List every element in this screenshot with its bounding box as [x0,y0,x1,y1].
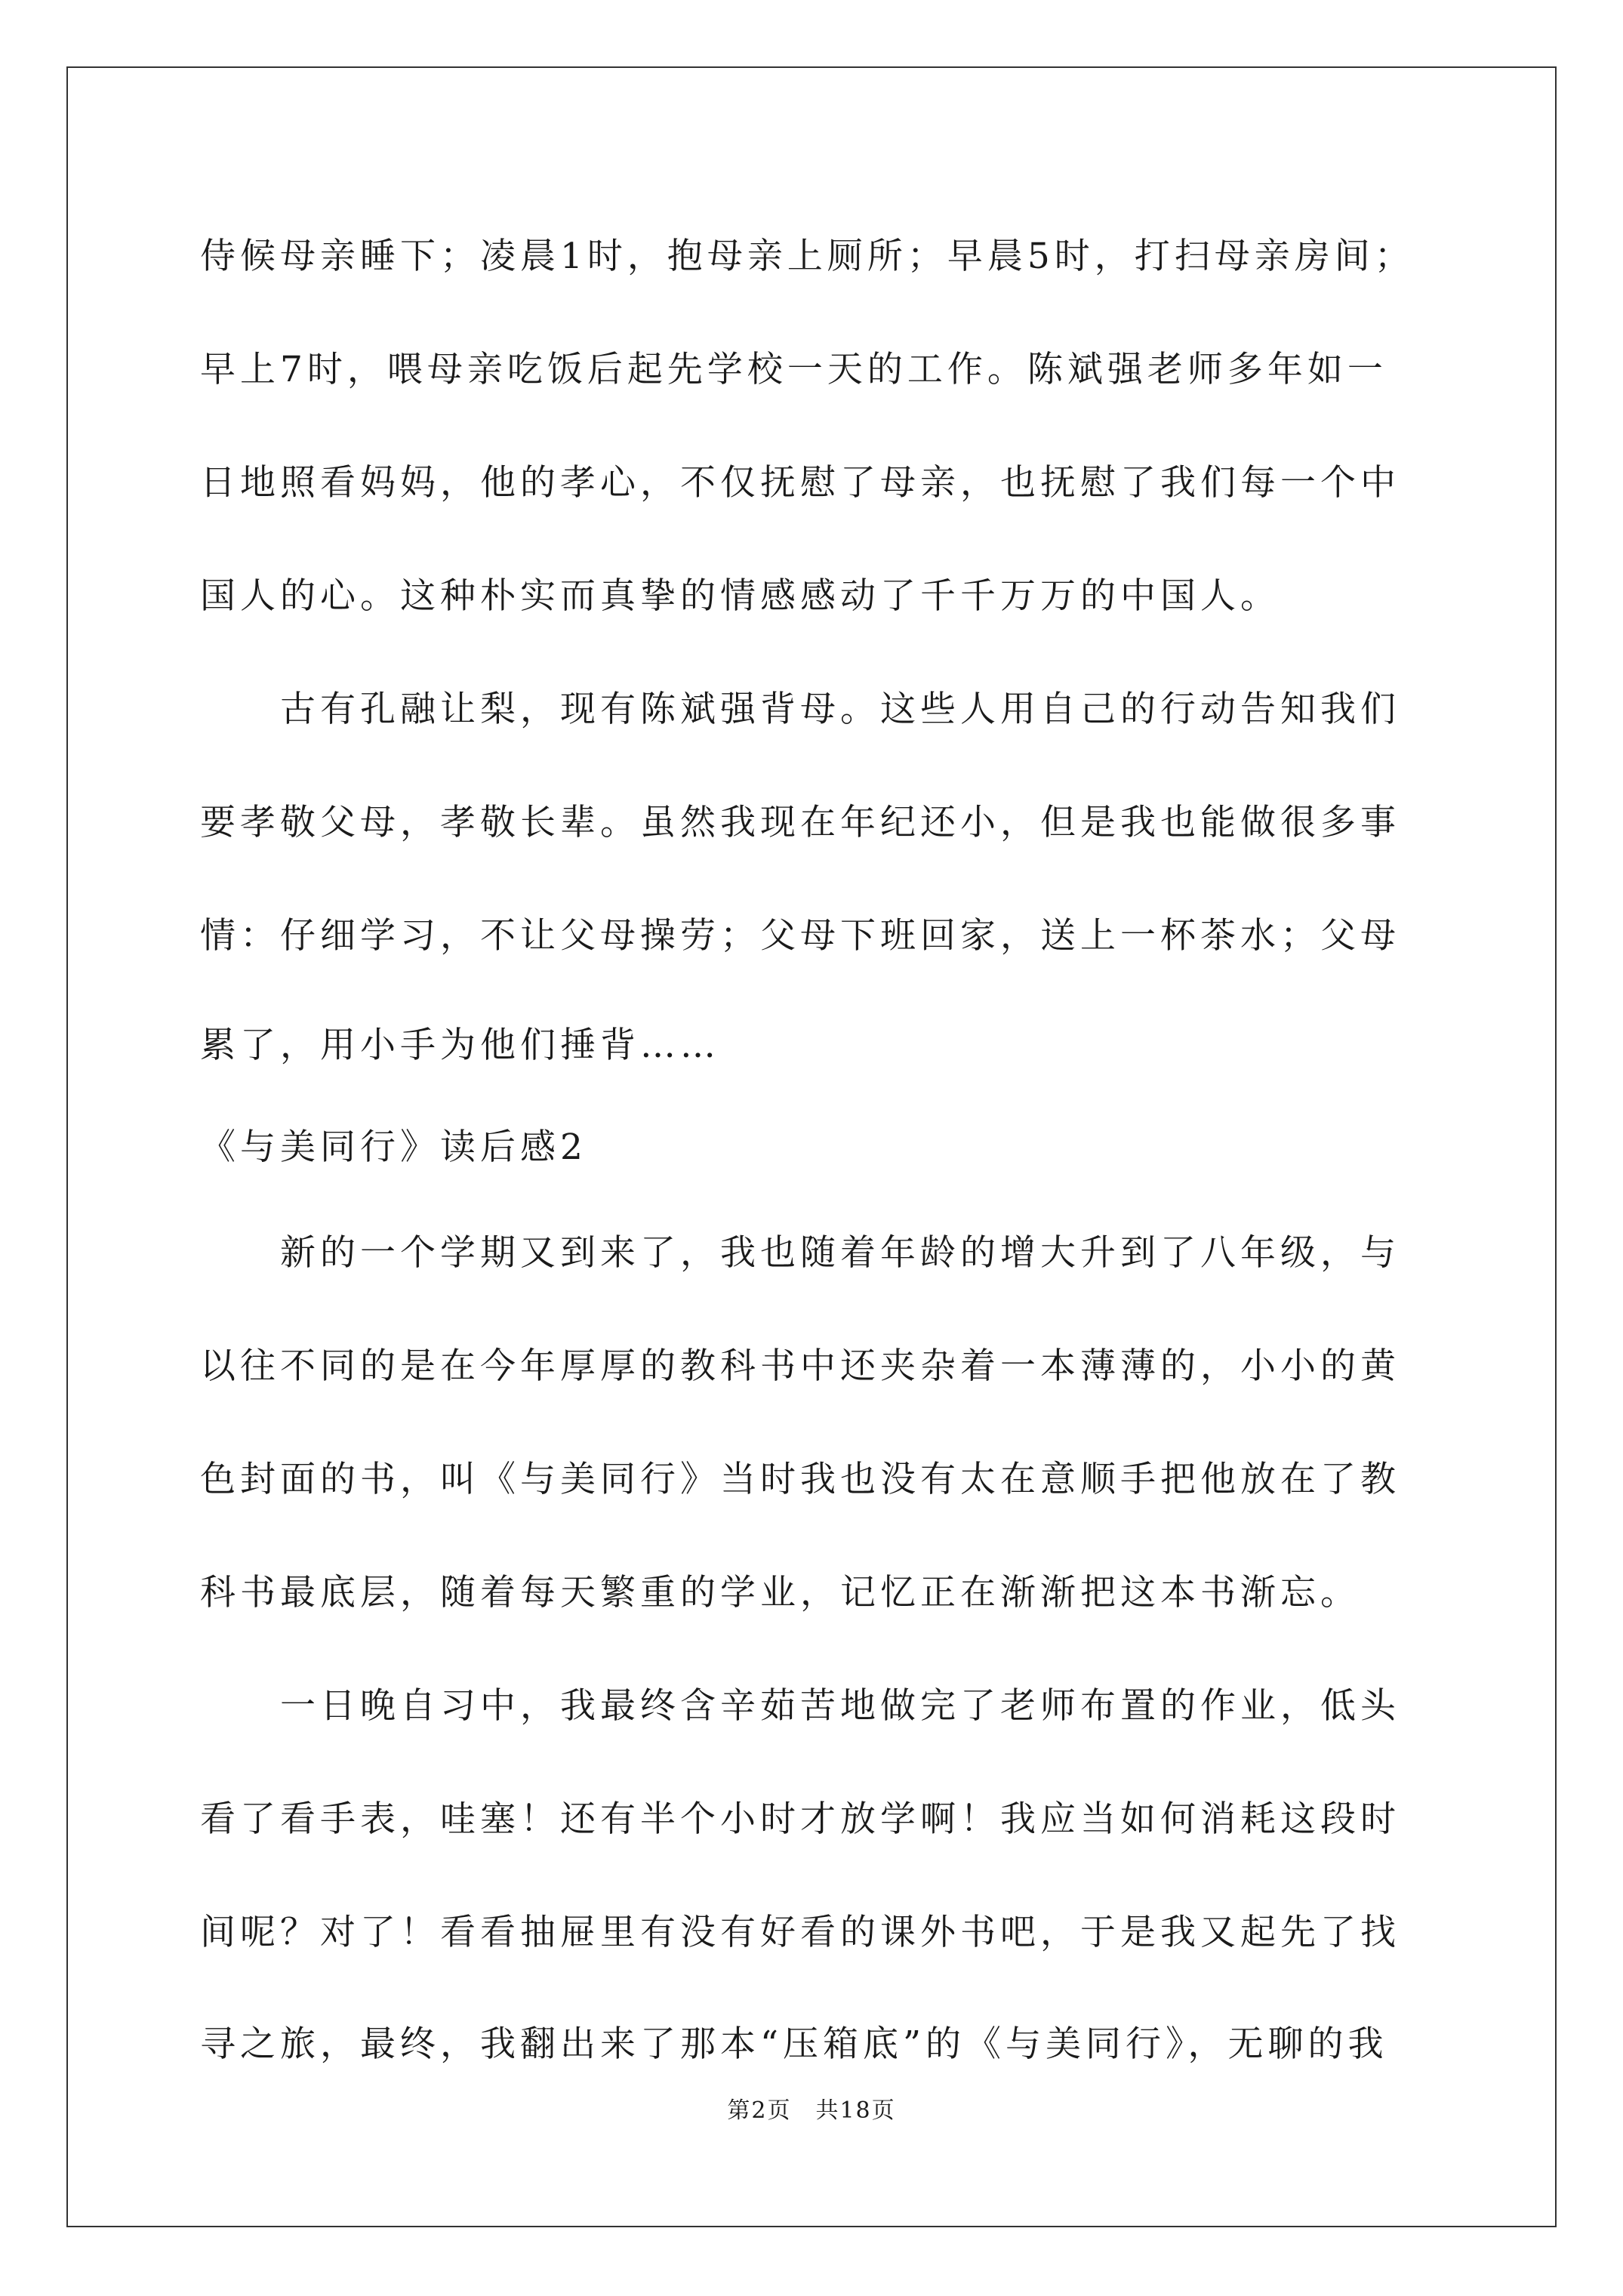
text-line: 间呢？对了！看看抽屉里有没有好看的课外书吧，于是我又起先了找 [200,1912,1400,1953]
text-line: 情：仔细学习，不让父母操劳；父母下班回家，送上一杯茶水；父母 [200,915,1400,957]
text-line: 寻之旅，最终，我翻出来了那本“压箱底”的《与美同行》，无聊的我 [200,2023,1388,2065]
text-line: 色封面的书，叫《与美同行》当时我也没有太在意顺手把他放在了教 [200,1459,1400,1500]
text-line: 早上7时，喂母亲吃饭后起先学校一天的工作。陈斌强老师多年如一 [200,349,1387,390]
text-line: 累了，用小手为他们捶背…… [200,1025,720,1066]
text-line: 科书最底层，随着每天繁重的学业，记忆正在渐渐把这本书渐忘。 [200,1572,1360,1613]
text-line: 新的一个学期又到来了，我也随着年龄的增大升到了八年级，与 [200,1232,1400,1274]
text-line: 侍候母亲睡下；凌晨1时，抱母亲上厕所；早晨5时，打扫母亲房间； [200,236,1415,277]
text-line: 一日晚自习中，我最终含辛茹苦地做完了老师布置的作业，低头 [200,1685,1400,1727]
text-line: 看了看手表，哇塞！还有半个小时才放学啊！我应当如何消耗这段时 [200,1798,1400,1840]
text-line: 国人的心。这种朴实而真挚的情感感动了千千万万的中国人。 [200,575,1280,617]
page-number-footer: 第2页 共18页 [727,2097,896,2124]
section-heading: 《与美同行》读后感2 [200,1126,587,1168]
text-line: 古有孔融让梨，现有陈斌强背母。这些人用自己的行动告知我们 [200,689,1400,730]
text-line: 要孝敬父母，孝敬长辈。虽然我现在年纪还小，但是我也能做很多事 [200,802,1400,843]
text-line: 日地照看妈妈，他的孝心，不仅抚慰了母亲，也抚慰了我们每一个中 [200,462,1400,504]
text-line: 以往不同的是在今年厚厚的教科书中还夹杂着一本薄薄的，小小的黄 [200,1345,1400,1387]
